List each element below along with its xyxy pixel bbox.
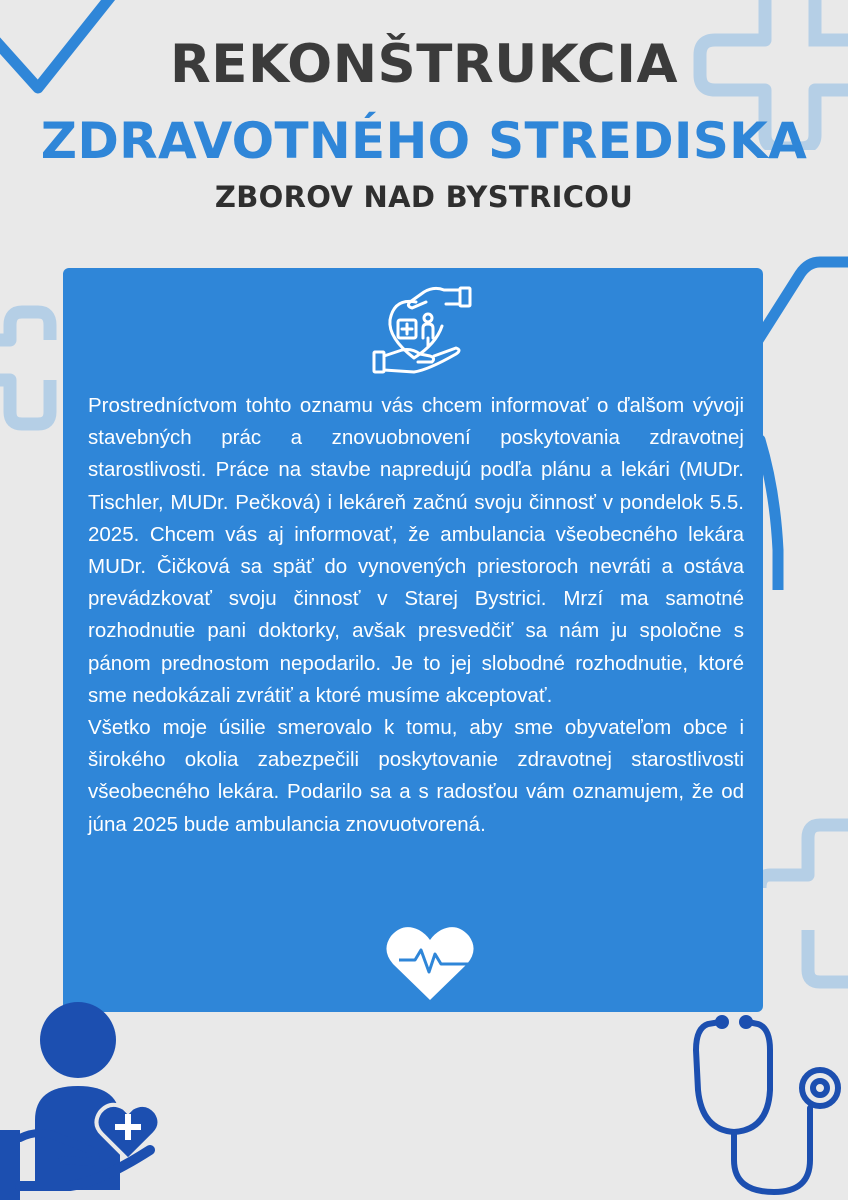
- page-subtitle: ZDRAVOTNÉHO STREDISKA: [40, 112, 808, 170]
- heartbeat-icon: [383, 924, 478, 1002]
- stethoscope-icon: [690, 1010, 848, 1200]
- page-title: REKONŠTRUKCIA: [169, 34, 679, 95]
- patient-care-icon: [0, 1000, 170, 1200]
- hands-care-icon: [372, 280, 472, 380]
- paragraph-2: Všetko moje úsilie smerovalo k tomu, aby sme obyvateľom obce i širokého okolia zabezpečili poskytovanie zdravotnej starostlivosti všeobecného lekára. Podarilo sa a s radosťou vám oznamujem, že od júna 2025 bude ambulancia znovuotvorená.: [88, 716, 744, 836]
- checkmark-deco-icon: [760, 250, 848, 590]
- announcement-text: [88, 390, 744, 841]
- paragraph-1: Prostredníctvom tohto oznamu vás chcem informovať o ďalšom vývoji stavebných prác a znovuobnovení poskytovania zdravotnej starostlivosti. Práce na stavbe napredujú podľa plánu a lekári (MUDr. Tischler, MUDr. Pečková) i lekáreň začnú svoju činnosť v pondelok 5.5. 2025. Chcem vás aj informovať, že ambulancia všeobecného lekára MUDr. Čičková sa späť do vynovených priestoroch nevráti a ostáva prevádzkovať svoju činnosť v Starej Bystrici. Mrzí ma samotné rozhodnutie pani doktorky, avšak presvedčiť sa nám ju spoločne s pánom prednostom nepodarilo. Je to jej slobodné rozhodnutie, ktoré sme nedokázali zvrátiť a ktoré musíme akceptovať.: [88, 394, 744, 707]
- medical-cross-icon: [760, 800, 848, 1000]
- location-title: ZBOROV NAD BYSTRICOU: [214, 180, 634, 214]
